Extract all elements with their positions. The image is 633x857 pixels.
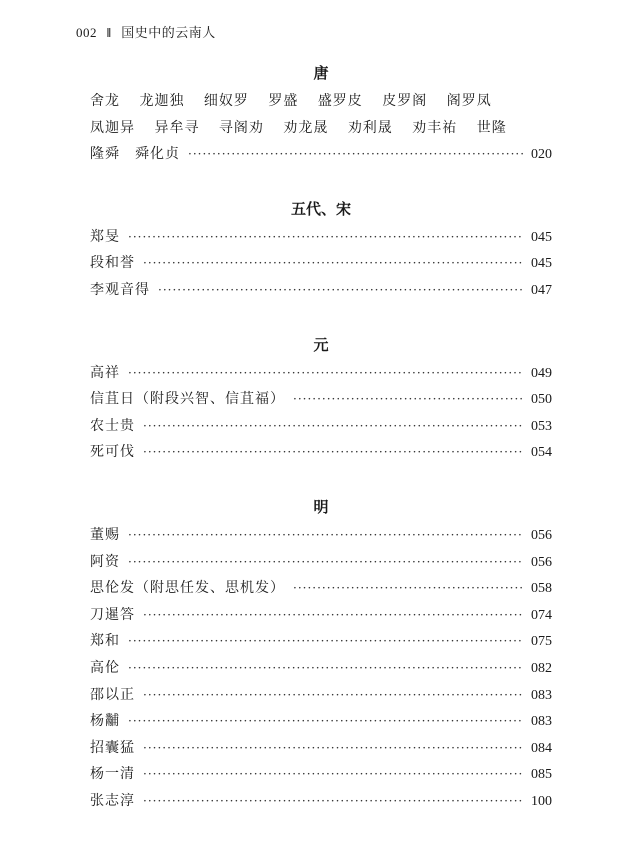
toc-name[interactable]: 异牟寻 bbox=[154, 119, 200, 136]
toc-section-tang bbox=[90, 58, 552, 168]
entry-name: 邵以正 bbox=[90, 686, 135, 703]
toc-section-yuan bbox=[90, 330, 552, 466]
toc-name[interactable]: 罗盛 bbox=[268, 93, 299, 109]
entry-page: 085 bbox=[531, 767, 552, 783]
leader-dots bbox=[128, 628, 523, 655]
entry-page: 083 bbox=[531, 687, 552, 703]
section-title: 五代、宋 bbox=[290, 199, 351, 218]
toc-entry[interactable] bbox=[90, 788, 552, 815]
name-list-line bbox=[90, 115, 552, 142]
toc-name[interactable]: 龙迦独 bbox=[139, 93, 185, 109]
entry-name: 信苴日（附段兴智、信苴福） bbox=[90, 391, 285, 408]
entry-name: 郑和 bbox=[90, 633, 120, 650]
entry-name: 高祥 bbox=[90, 364, 120, 381]
leader-dots bbox=[158, 277, 523, 304]
entry-page: 054 bbox=[531, 445, 552, 461]
toc-name[interactable]: 劝丰祐 bbox=[412, 119, 458, 136]
leader-dots bbox=[128, 655, 523, 682]
leader-dots bbox=[143, 735, 523, 762]
entry-name: 死可伐 bbox=[90, 444, 135, 461]
toc-entry[interactable] bbox=[90, 386, 552, 413]
leader-dots bbox=[128, 708, 523, 735]
entry-name: 高伦 bbox=[90, 659, 120, 676]
entry-name: 农士贵 bbox=[90, 417, 135, 434]
entry-page: 083 bbox=[531, 714, 552, 730]
entry-page: 074 bbox=[531, 607, 552, 623]
leader-dots bbox=[128, 522, 523, 549]
entry-name: 阿资 bbox=[90, 553, 120, 570]
entry-page: 053 bbox=[531, 418, 552, 434]
toc-entry[interactable] bbox=[90, 735, 552, 762]
entry-page: 050 bbox=[531, 392, 552, 408]
toc-name[interactable]: 阁罗凤 bbox=[446, 93, 492, 109]
toc-name[interactable]: 寻阁劝 bbox=[218, 119, 264, 136]
toc-entry[interactable] bbox=[90, 761, 552, 788]
entry-name: 招囊猛 bbox=[90, 739, 135, 756]
leader-dots bbox=[128, 360, 523, 387]
toc-entry[interactable] bbox=[90, 250, 552, 277]
entry-page: 049 bbox=[531, 365, 552, 381]
toc-entry[interactable] bbox=[90, 277, 552, 304]
toc-entry[interactable] bbox=[90, 628, 552, 655]
entry-name: 隆舜 舜化贞 bbox=[90, 146, 180, 163]
entry-page: 056 bbox=[531, 554, 552, 570]
section-title: 唐 bbox=[313, 64, 329, 82]
entry-name: 刀暹答 bbox=[90, 606, 135, 623]
leader-dots bbox=[188, 141, 523, 168]
leader-dots bbox=[128, 549, 523, 576]
leader-dots bbox=[143, 413, 523, 440]
entry-page: 084 bbox=[531, 740, 552, 756]
toc-entry[interactable] bbox=[90, 708, 552, 735]
toc-entry[interactable] bbox=[90, 360, 552, 387]
entry-page: 047 bbox=[531, 282, 552, 298]
entry-page: 082 bbox=[531, 660, 552, 676]
leader-dots bbox=[143, 788, 523, 815]
entry-page: 020 bbox=[531, 147, 552, 163]
entry-page: 045 bbox=[531, 256, 552, 272]
leader-dots bbox=[128, 224, 523, 251]
toc-name[interactable]: 皮罗阁 bbox=[382, 93, 428, 109]
book-title: 国史中的云南人 bbox=[121, 26, 216, 41]
toc-name[interactable]: 细奴罗 bbox=[203, 93, 249, 109]
leader-dots bbox=[143, 250, 523, 277]
running-head bbox=[76, 22, 216, 41]
name-list-line bbox=[90, 88, 552, 115]
leader-dots bbox=[143, 602, 523, 629]
separator-bar: ‖ bbox=[106, 25, 112, 40]
toc-entry[interactable] bbox=[90, 413, 552, 440]
entry-page: 045 bbox=[531, 229, 552, 245]
toc-name[interactable]: 劝利晟 bbox=[347, 119, 393, 136]
entry-name: 杨黼 bbox=[90, 713, 120, 730]
toc-entry[interactable] bbox=[90, 602, 552, 629]
page-number: 002 bbox=[76, 25, 97, 40]
leader-dots bbox=[293, 386, 523, 413]
entry-page: 058 bbox=[531, 581, 552, 597]
toc-entry[interactable] bbox=[90, 224, 552, 251]
toc-entry[interactable] bbox=[90, 682, 552, 709]
entry-name: 张志淳 bbox=[90, 792, 135, 809]
entry-page: 056 bbox=[531, 527, 552, 543]
leader-dots bbox=[293, 575, 523, 602]
toc-entry[interactable] bbox=[90, 141, 552, 168]
toc-name[interactable]: 世隆 bbox=[476, 119, 507, 136]
entry-name: 杨一清 bbox=[90, 766, 135, 783]
leader-dots bbox=[143, 682, 523, 709]
toc-entry[interactable] bbox=[90, 439, 552, 466]
toc-entry[interactable] bbox=[90, 522, 552, 549]
toc-name[interactable]: 盛罗皮 bbox=[317, 93, 363, 109]
entry-page: 075 bbox=[531, 634, 552, 650]
toc-name[interactable]: 劝龙晟 bbox=[283, 119, 329, 136]
entry-name: 郑旻 bbox=[90, 228, 120, 245]
toc-entry[interactable] bbox=[90, 549, 552, 576]
leader-dots bbox=[143, 761, 523, 788]
toc-section-wudai-song bbox=[90, 194, 552, 304]
section-title: 元 bbox=[313, 335, 329, 354]
toc-section-ming bbox=[90, 492, 552, 815]
section-title: 明 bbox=[313, 497, 329, 516]
table-of-contents bbox=[90, 58, 552, 814]
entry-name: 段和誉 bbox=[90, 255, 135, 272]
leader-dots bbox=[143, 439, 523, 466]
entry-page: 100 bbox=[531, 793, 552, 809]
toc-name[interactable]: 凤迦异 bbox=[90, 119, 135, 136]
entry-name: 李观音得 bbox=[90, 281, 150, 298]
toc-entry[interactable] bbox=[90, 575, 552, 602]
entry-name: 董赐 bbox=[90, 526, 120, 543]
entry-name: 思伦发（附思任发、思机发） bbox=[90, 580, 285, 597]
toc-name[interactable]: 舍龙 bbox=[90, 93, 120, 109]
toc-entry[interactable] bbox=[90, 655, 552, 682]
